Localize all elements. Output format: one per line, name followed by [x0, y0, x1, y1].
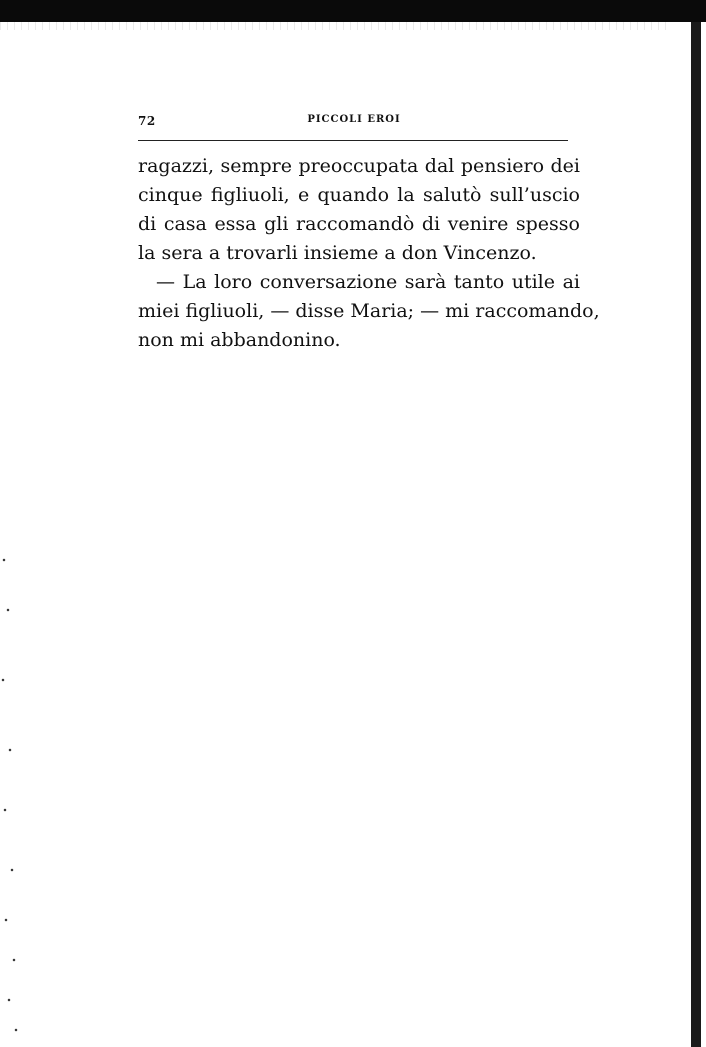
text-line: cinque figliuoli, e quando la salutò sull’uscio — [138, 184, 580, 206]
running-title: PICCOLI EROI — [307, 114, 401, 125]
text-line: — La loro conversazione sarà tanto utile ai — [156, 271, 580, 293]
header-rule — [138, 140, 568, 141]
text-line: non mi abbandonino. — [138, 329, 341, 351]
scan-noise — [0, 22, 706, 30]
text-line: di casa essa gli raccomandò di venire spesso — [138, 213, 580, 235]
text-line: la sera a trovarli insieme a don Vincenzo. — [138, 242, 537, 264]
text-line: ragazzi, sempre preoccupata dal pensiero dei — [138, 155, 580, 177]
scan-left-specks — [0, 540, 22, 1047]
body-text — [138, 152, 600, 355]
text-line: miei figliuoli, — disse Maria; — mi raccomando, — [138, 300, 600, 322]
scan-top-border — [0, 0, 706, 22]
running-head — [138, 114, 570, 132]
page-number: 72 — [138, 114, 156, 128]
scan-right-edge — [666, 22, 706, 1047]
